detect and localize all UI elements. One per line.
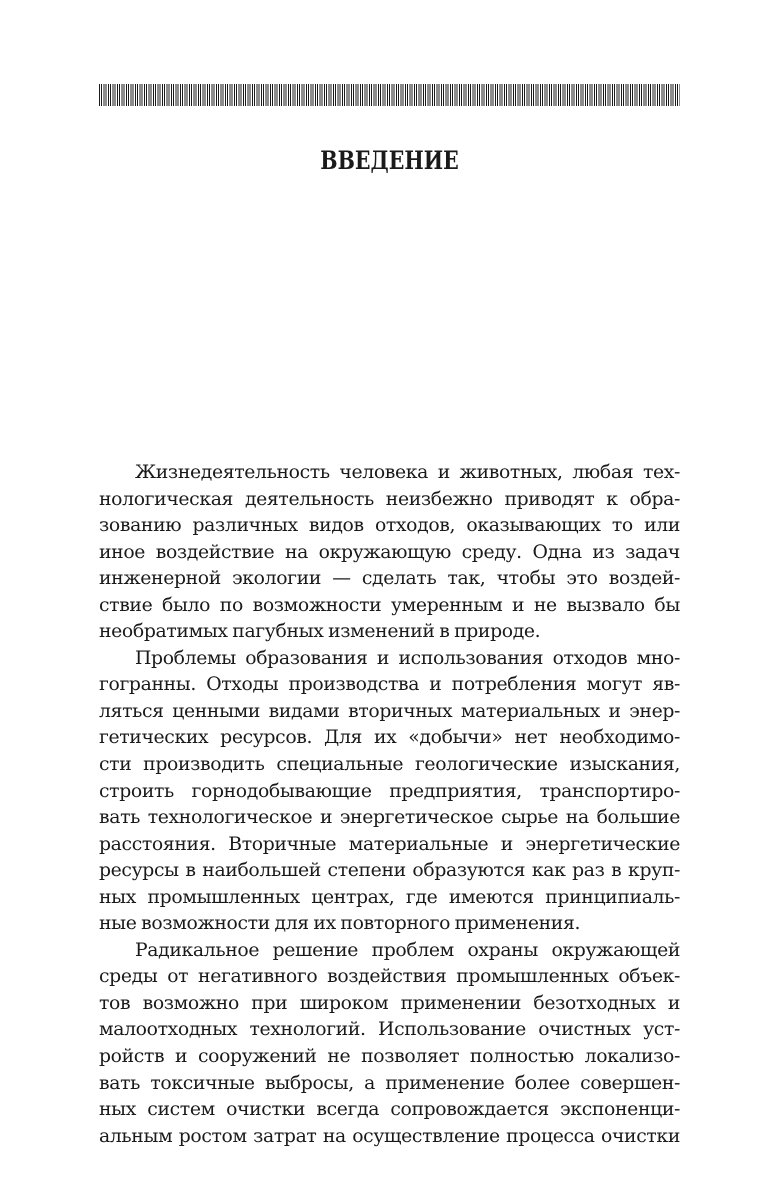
text-line: ных систем очистки всегда сопровождается экспоненци- — [99, 1099, 680, 1121]
text-line: среды от негативного воздействия промышленных объек- — [99, 966, 680, 988]
text-line: вать токсичные выбросы, а применение более совершен- — [99, 1072, 680, 1094]
decorative-rule — [99, 84, 680, 106]
text-line: расстояния. Вторичные материальные и энергетические — [99, 833, 680, 855]
chapter-title: ВВЕДЕНИЕ — [320, 146, 459, 175]
text-line: строить горнодобывающие предприятия, транспортиро- — [99, 780, 680, 802]
text-line: необратимых пагубных изменений в природе. — [99, 621, 541, 643]
text-line: Радикальное решение проблем охраны окружающей — [135, 939, 680, 961]
text-line: Проблемы образования и использования отходов мно- — [135, 647, 680, 669]
text-line: зованию различных видов отходов, оказывающих то или — [99, 515, 680, 537]
paragraph — [99, 938, 680, 1150]
text-line: альным ростом затрат на осуществление процесса очистки — [99, 1125, 680, 1147]
text-line: ные возможности для их повторного применения. — [99, 913, 581, 935]
paragraph — [99, 460, 680, 646]
text-line: ных промышленных центрах, где имеются принципиаль- — [99, 886, 680, 908]
paragraph — [99, 646, 680, 938]
text-line: ройств и сооружений не позволяет полностью локализо- — [99, 1046, 680, 1068]
body-text — [99, 460, 680, 1150]
text-line: ствие было по возможности умеренным и не вызвало бы — [99, 594, 680, 616]
text-line: малоотходных технологий. Использование очистных уст- — [99, 1019, 680, 1041]
text-line: тов возможно при широком применении безотходных и — [99, 992, 680, 1014]
text-line: гетических ресурсов. Для их «добычи» нет необходимо- — [99, 727, 680, 749]
text-line: сти производить специальные геологические изыскания, — [99, 754, 680, 776]
text-line: ресурсы в наибольшей степени образуются как раз в круп- — [99, 860, 680, 882]
text-line: ляться ценными видами вторичных материальных и энер- — [99, 700, 680, 722]
text-line: вать технологическое и энергетическое сырье на большие — [99, 807, 680, 829]
text-line: Жизнедеятельность человека и животных, любая тех- — [135, 462, 680, 483]
text-line: иное воздействие на окружающую среду. Одна из задач — [99, 541, 680, 563]
text-line: инженерной экологии — сделать так, чтобы это воздей- — [99, 568, 680, 590]
text-line: нологическая деятельность неизбежно приводят к обра- — [99, 488, 680, 510]
text-line: гогранны. Отходы производства и потребления могут яв- — [99, 674, 680, 696]
